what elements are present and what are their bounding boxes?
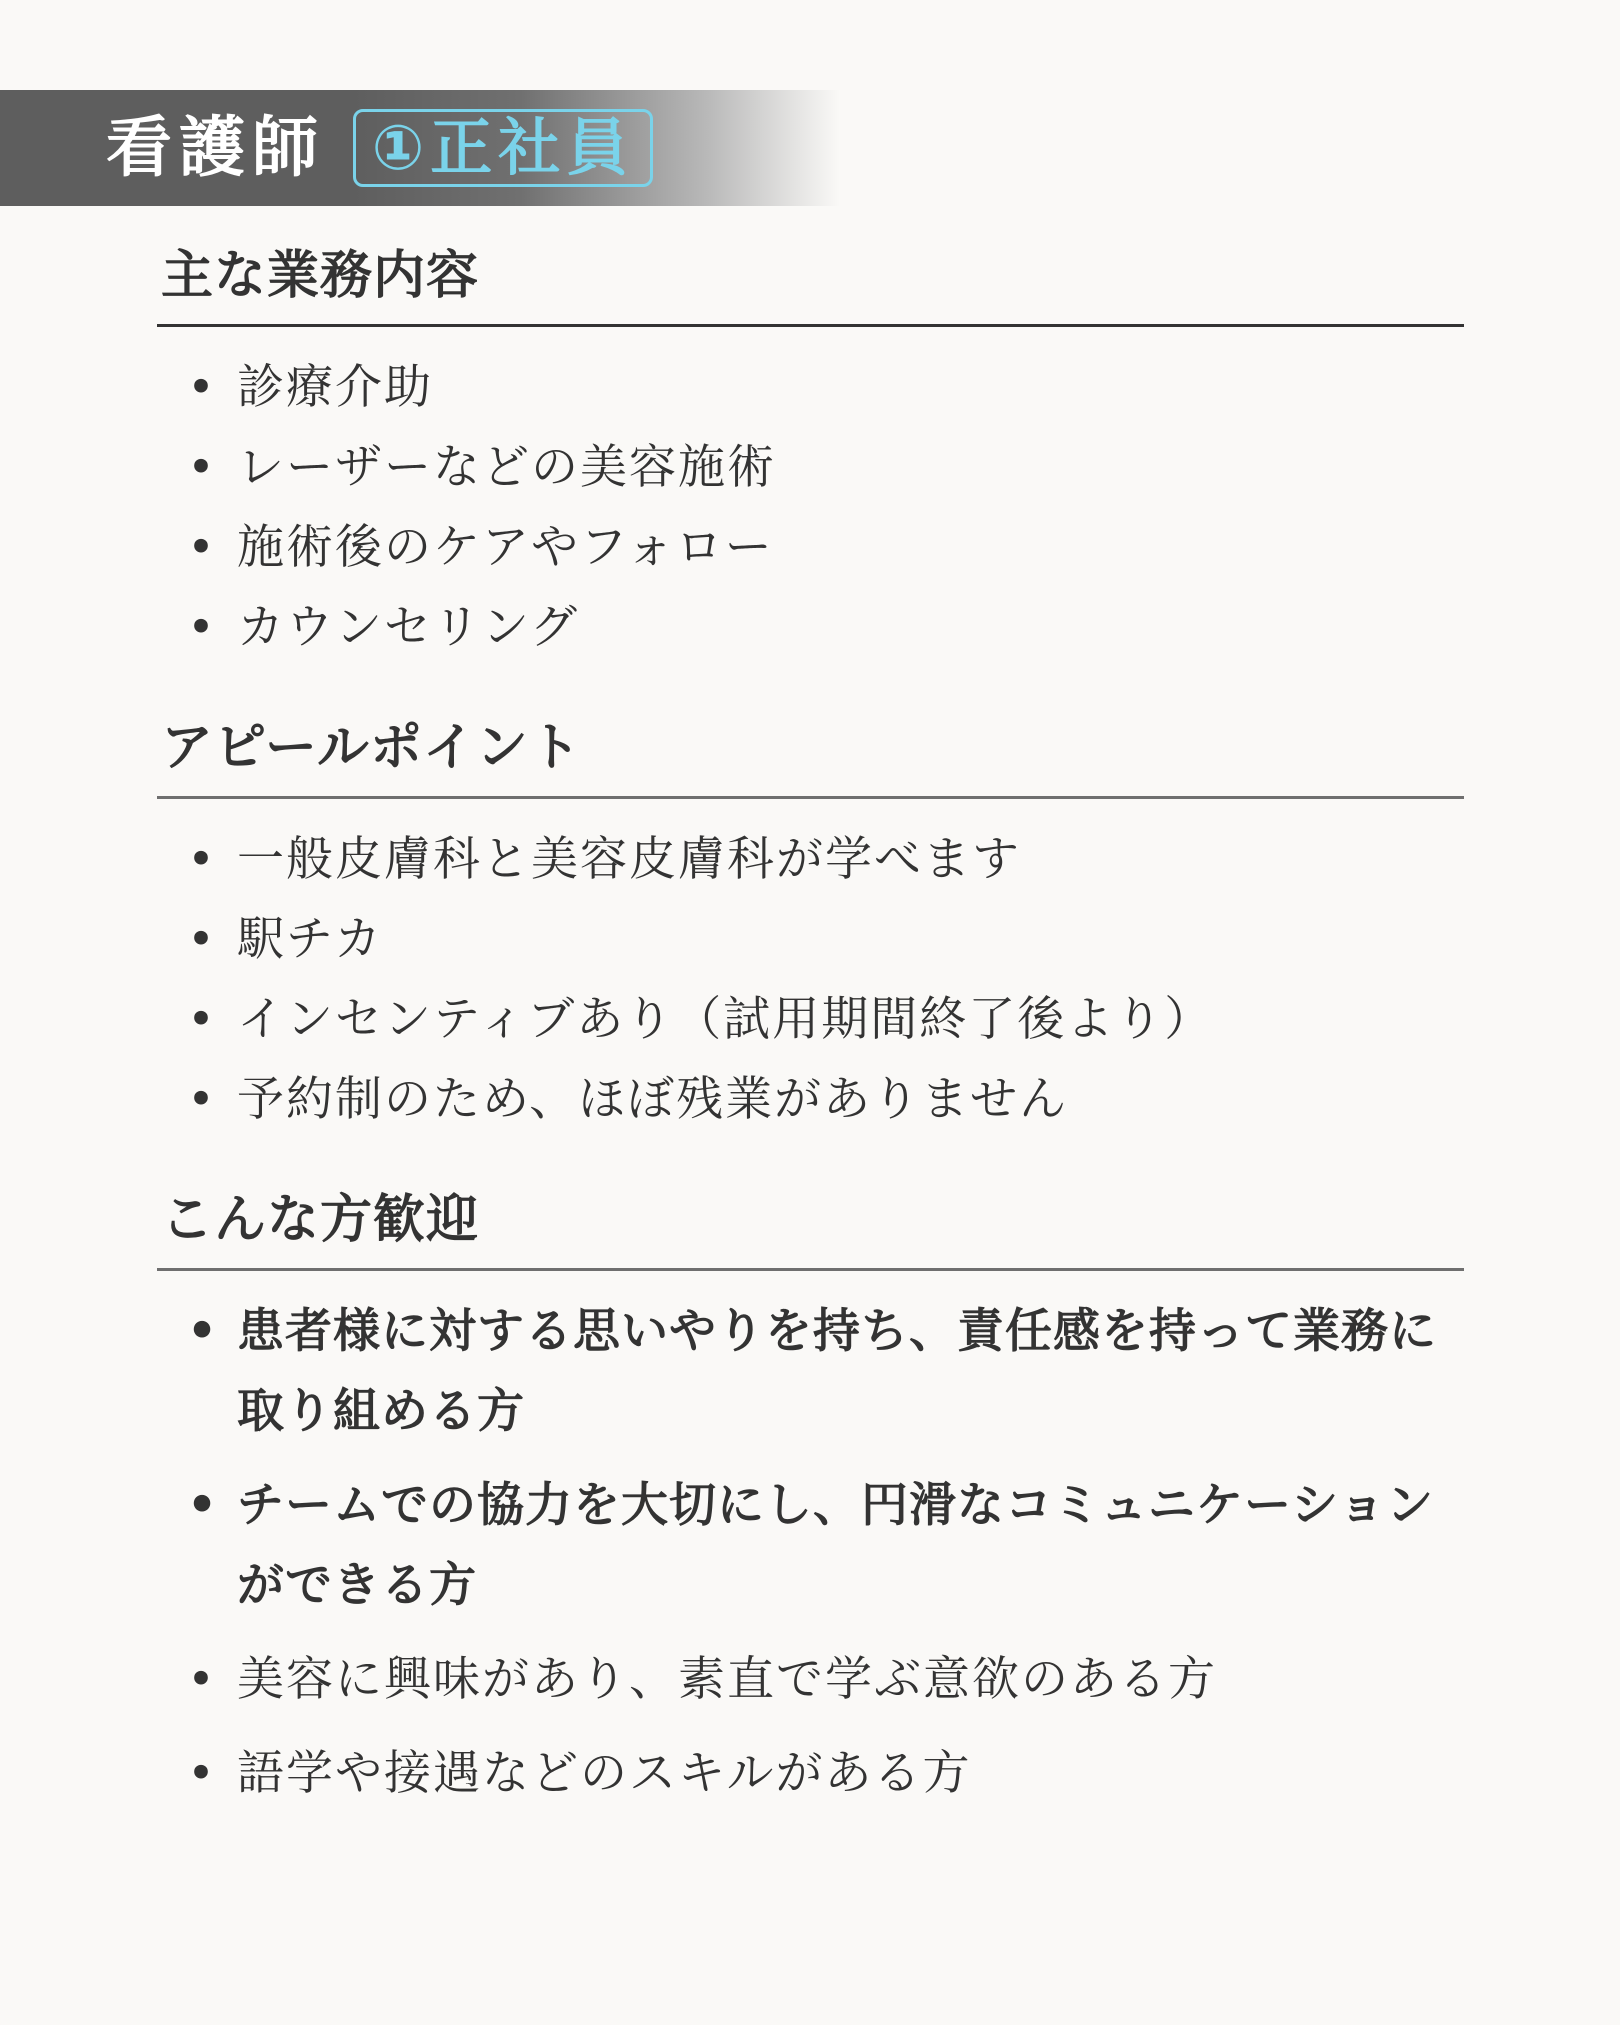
section-heading-duties: 主な業務内容 [157,250,1464,327]
list-item-text: 駅チカ [237,912,384,967]
section-heading-welcome: こんな方歓迎 [157,1194,1464,1271]
list-item [157,1292,1464,1452]
bullet-icon: • [187,912,217,967]
section-heading-appeal-points: アピールポイント [157,722,1464,799]
section-appeal-points [157,718,1464,1140]
list-item-text: 予約制のため、ほぼ残業がありません [237,1072,1069,1127]
list-item [157,508,1464,588]
bullet-icon: • [187,1304,219,1359]
list-item-text: カウンセリング [237,600,580,655]
list-item [157,820,1464,900]
employment-type-badge: ①正社員 [353,109,653,187]
duties-list [157,348,1464,668]
bullet-icon: • [187,360,217,415]
bullet-icon: • [187,1746,217,1801]
list-item-text: 診療介助 [237,360,433,415]
list-item [157,1734,1464,1814]
list-item-text: チームでの協力を大切にし、円滑なコミュニケーションができる方 [237,1478,1435,1613]
bullet-icon: • [187,440,217,495]
bullet-icon: • [187,520,217,575]
welcome-list [157,1292,1464,1814]
list-item-text: 語学や接遇などのスキルがある方 [237,1746,972,1801]
section-duties [157,246,1464,668]
list-item-text: 施術後のケアやフォロー [237,520,774,575]
bullet-icon: • [187,1478,219,1533]
list-item-text: インセンティブあり（試用期間終了後より） [237,992,1214,1047]
list-item-text: 美容に興味があり、素直で学ぶ意欲のある方 [237,1652,1217,1707]
list-item-text: レーザーなどの美容施術 [237,440,776,495]
list-item [157,980,1464,1060]
list-item-text: 一般皮膚科と美容皮膚科が学べます [237,832,1021,887]
job-title-banner [0,90,840,206]
bullet-icon: • [187,1072,217,1127]
list-item [157,1640,1464,1720]
list-item [157,428,1464,508]
list-item [157,348,1464,428]
list-item [157,900,1464,980]
bullet-icon: • [187,1652,217,1707]
bullet-icon: • [187,832,217,887]
section-welcome [157,1190,1464,1814]
bullet-icon: • [187,992,217,1047]
list-item [157,1060,1464,1140]
appeal-points-list [157,820,1464,1140]
list-item [157,1466,1464,1626]
job-title: 看護師 [106,109,325,186]
list-item [157,588,1464,668]
bullet-icon: • [187,600,217,655]
list-item-text: 患者様に対する思いやりを持ち、責任感を持って業務に取り組める方 [237,1304,1437,1439]
